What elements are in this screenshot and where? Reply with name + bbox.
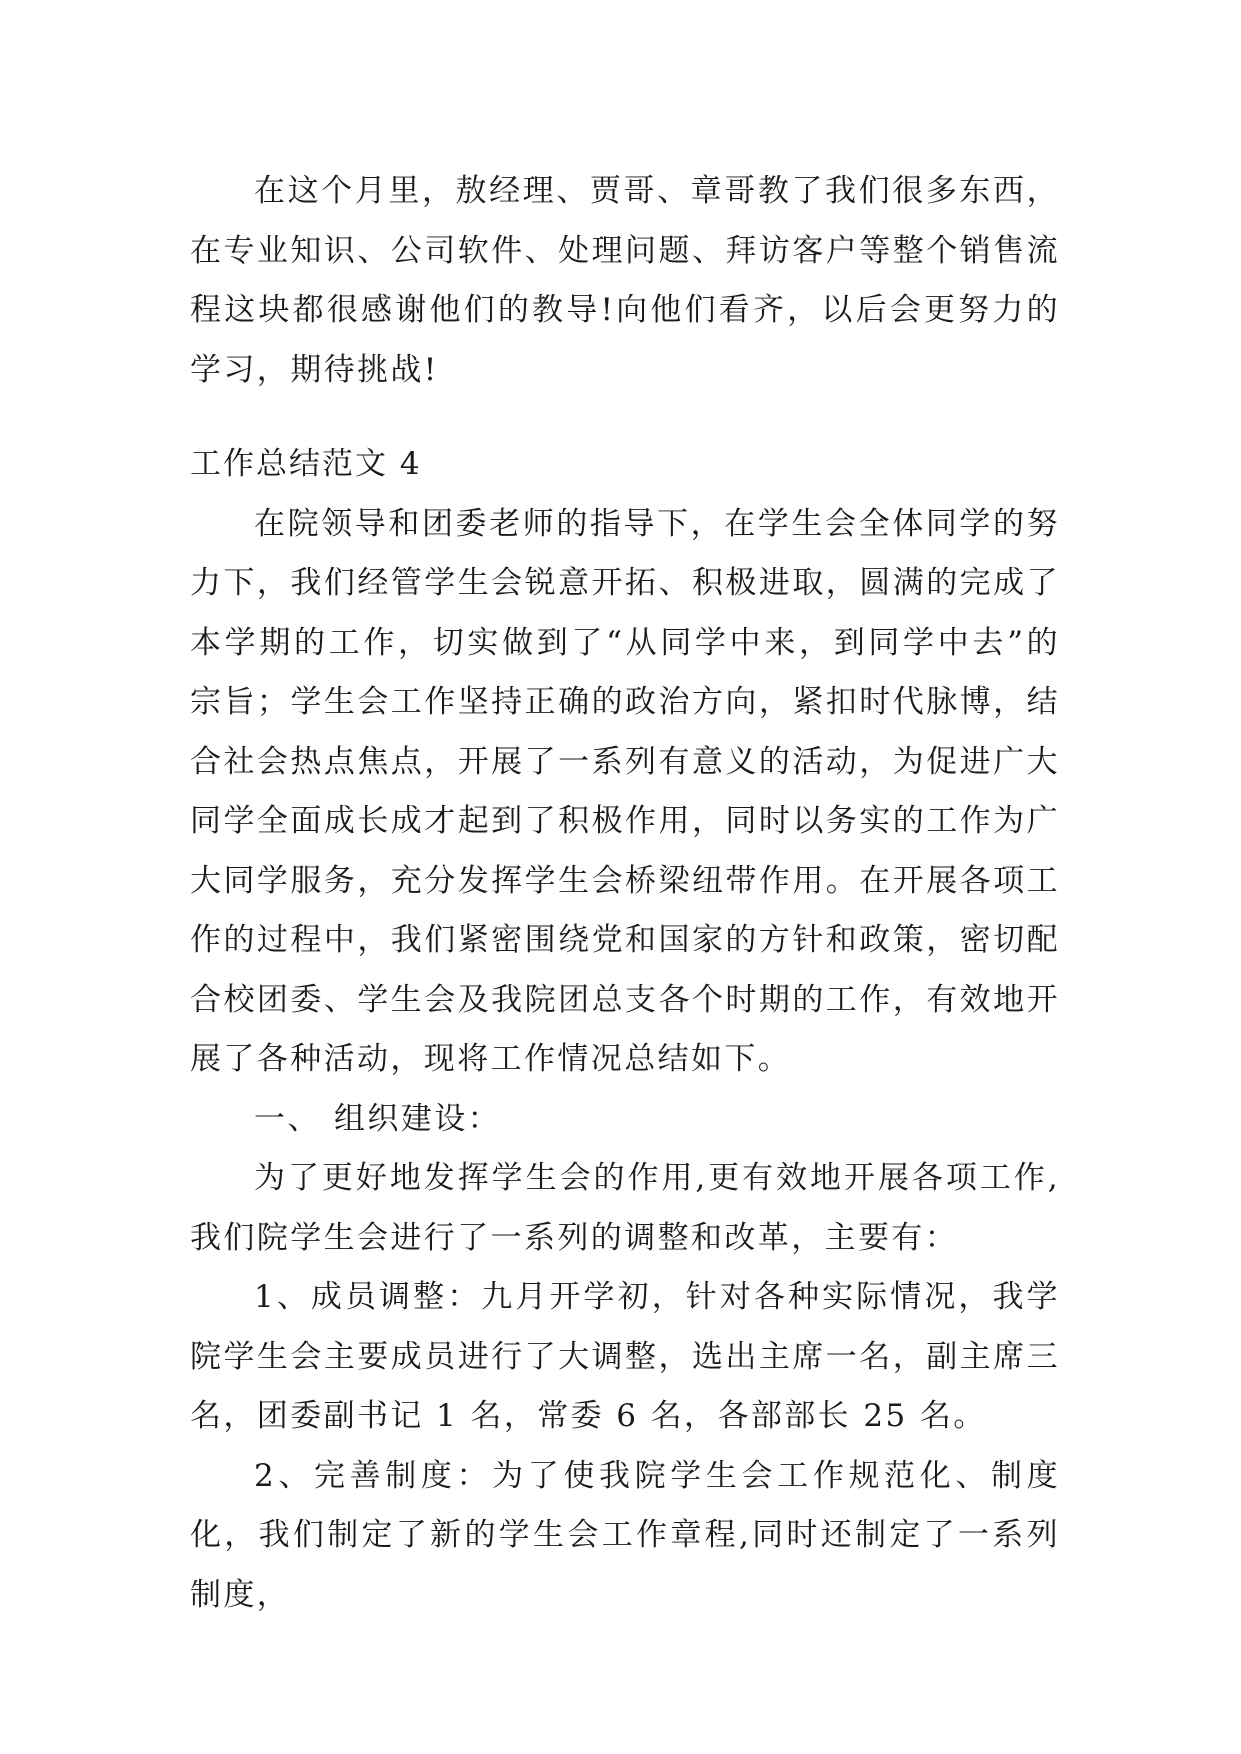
section-title: 工作总结范文 4 <box>190 446 422 482</box>
section-heading-organization <box>190 1090 1060 1150</box>
paragraph-intro: 在这个月里，敖经理、贾哥、章哥教了我们很多东西，在专业知识、公司软件、处理问题、拜访客户等整个销售流程这块都很感谢他们的教导!向他们看齐，以后会更努力的学习，期待挑战! <box>190 173 1060 388</box>
paragraph-member-adjustment: 1、成员调整：九月开学初，针对各种实际情况，我学院学生会主要成员进行了大调整，选出主席一名，副主席三名，团委副书记 1 名，常委 6 名，各部部长 25 名。 <box>190 1279 1060 1434</box>
paragraph-reform: 为了更好地发挥学生会的作用,更有效地开展各项工作,我们院学生会进行了一系列的调整和改革，主要有： <box>190 1160 1060 1256</box>
paragraph-improve-system: 2、完善制度：为了使我院学生会工作规范化、制度化，我们制定了新的学生会工作章程,同时还制定了一系列制度， <box>190 1457 1060 1613</box>
heading-text: 组织建设： <box>334 1100 501 1137</box>
paragraph-summary: 在院领导和团委老师的指导下，在学生会全体同学的努力下，我们经管学生会锐意开拓、积极进取，圆满的完成了本学期的工作，切实做到了“从同学中来，到同学中去”的宗旨；学生会工作坚持正确的政治方向，紧扣时代脉博，结合社会热点焦点，开展了一系列有意义的活动，为促进广大同学全面成长成才起到了积极作用，同时以务实的工作为广大同学服务，充分发挥学生会桥梁纽带作用。在开展各项工作的过程中，我们紧密围绕党和国家的方针和政策，密切配合校团委、学生会及我院团总支各个时期的工作，有效地开展了各种活动，现将工作情况总结如下。 <box>190 505 1060 1077</box>
heading-number: 一、 <box>254 1100 321 1137</box>
document-body <box>190 162 1060 1625</box>
